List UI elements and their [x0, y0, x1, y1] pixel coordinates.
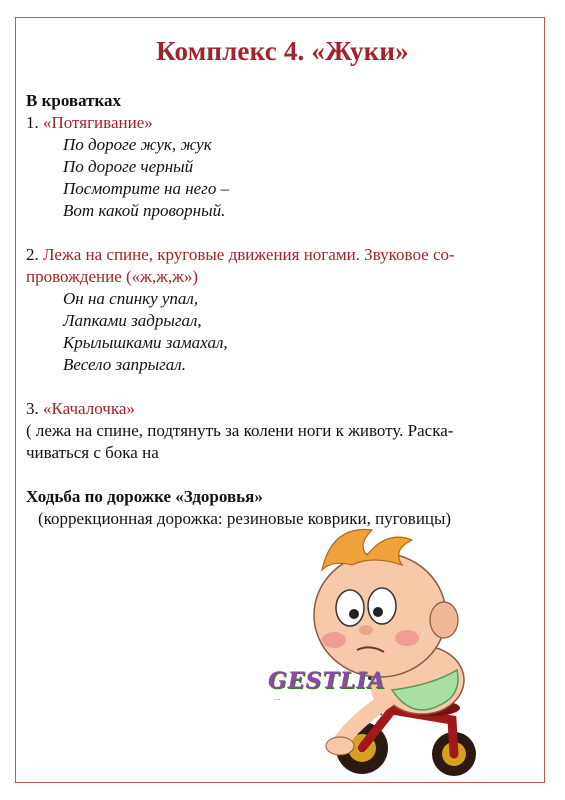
gestlia-logo-subtitle: ... [274, 694, 281, 702]
baby-left-eye [336, 590, 364, 626]
baby-cheek [322, 632, 346, 648]
poem-line: Весело запрыгал. [63, 355, 186, 374]
exercise-2-poem [26, 288, 526, 376]
poem-line: По дороге жук, жук [63, 135, 212, 154]
exercise-1-heading [26, 112, 526, 134]
exercise-1-number: 1. [26, 113, 43, 132]
poem-line: Вот какой проворный. [63, 201, 226, 220]
baby-nose [359, 625, 373, 635]
exercise-3-desc-line2: чиваться с бока на [26, 443, 159, 462]
exercise-3-name: «Качалочка» [43, 399, 135, 418]
section-heading-health-path: Ходьба по дорожке «Здоровья» [26, 487, 263, 506]
main-content [26, 90, 526, 530]
baby-on-tricycle-illustration [262, 520, 547, 782]
poem-line: Посмотрите на него – [63, 179, 230, 198]
exercise-3-number: 3. [26, 399, 43, 418]
section-heading-in-cribs: В кроватках [26, 91, 122, 110]
exercise-2-desc-line1: Лежа на спине, круговые движения ногами. Звуковое со- [43, 245, 455, 264]
poem-line: Лапками задрыгал, [63, 311, 202, 330]
exercise-1-name: «Потягивание» [43, 113, 153, 132]
spacer [26, 222, 526, 244]
exercise-3-desc-line1: ( лежа на спине, подтянуть за колени ноги к животу. Раска- [26, 421, 454, 440]
poem-line: Крылышками замахал, [63, 333, 228, 352]
gestlia-logo: GESTLIA [268, 668, 386, 694]
baby-ear [430, 602, 458, 638]
poem-line: Он на спинку упал, [63, 289, 199, 308]
spacer [26, 464, 526, 486]
health-path-description: (коррекционная дорожка: резиновые коврики, пуговицы) [38, 509, 452, 528]
exercise-2-number: 2. [26, 245, 43, 264]
exercise-1-poem [26, 134, 526, 222]
baby-foot [326, 737, 354, 755]
poem-line: По дороге черный [63, 157, 194, 176]
exercise-2-text [26, 244, 526, 288]
exercise-2-desc-line2: провождение («ж,ж,ж») [26, 267, 199, 286]
baby-right-eye [368, 588, 396, 624]
baby-cheek [395, 630, 419, 646]
page-title: Комплекс 4. «Жуки» [156, 36, 409, 66]
spacer [26, 376, 526, 398]
exercise-3-heading [26, 398, 526, 420]
